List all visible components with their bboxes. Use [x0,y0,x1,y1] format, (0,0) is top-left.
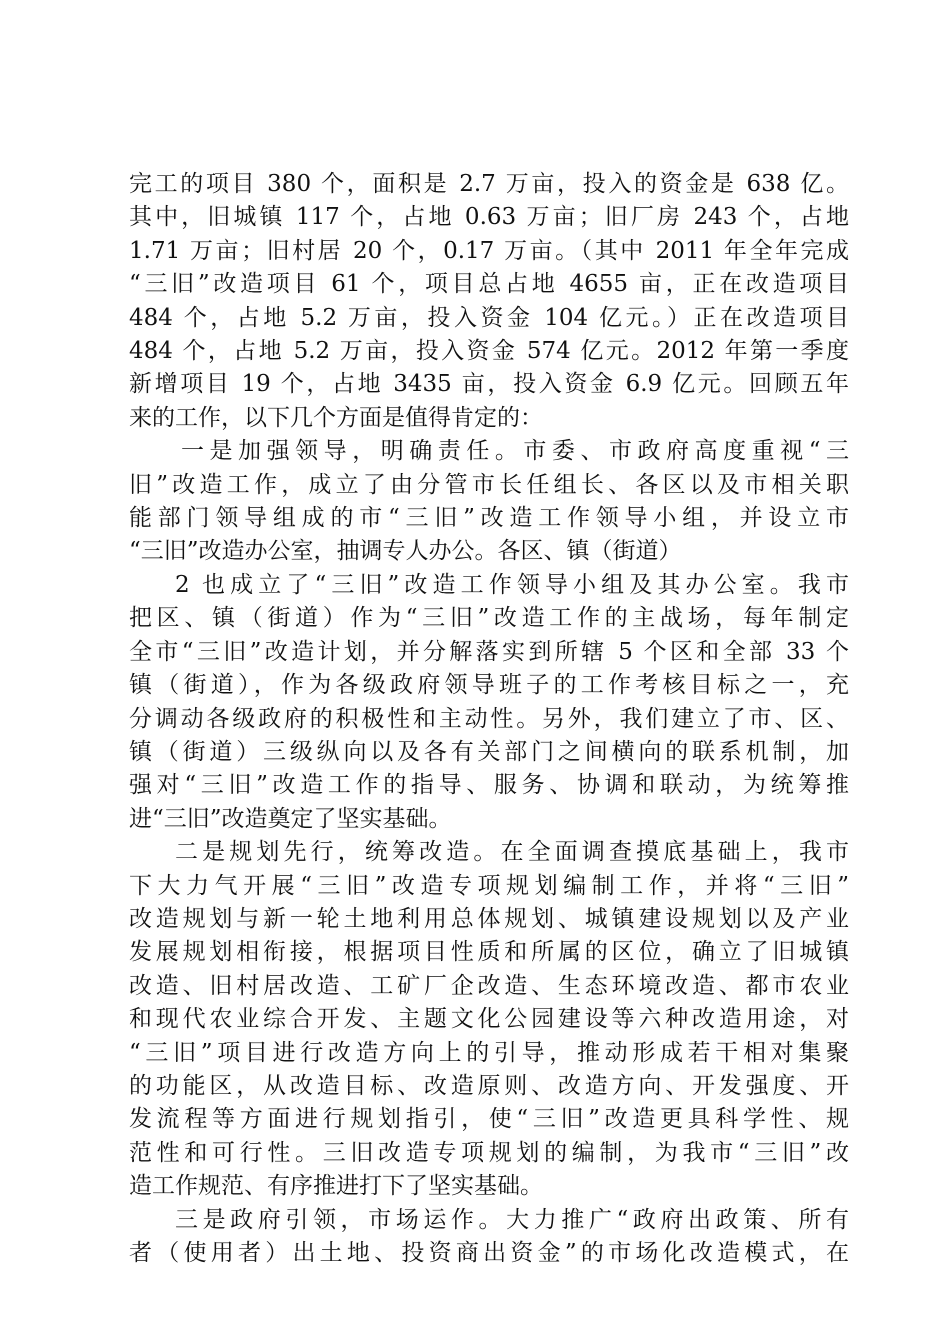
text-line: 镇（街道）三级纵向以及各有关部门之间横向的联系机制，加 [129,738,849,765]
text-line: 能部门领导组成的市“三旧”改造工作领导小组，并设立市 [129,505,849,532]
text-line: “三旧”改造办公室，抽调专人办公。各区、镇（街道） [129,538,682,565]
document-body [129,168,849,1270]
text-line: 改造规划与新一轮土地利用总体规划、城镇建设规划以及产业 [129,905,849,932]
text-line: 新增项目 19 个，占地 3435 亩，投入资金 6.9 亿元。回顾五年 [129,371,849,398]
paragraph-first-line: 二是规划先行，统筹改造。在全面调查摸底基础上，我市 [175,839,849,866]
text-line: 改造、旧村居改造、工矿厂企改造、生态环境改造、都市农业 [129,972,849,999]
text-line: 把区、镇（街道）作为“三旧”改造工作的主战场，每年制定 [129,605,849,632]
text-line: 和现代农业综合开发、主题文化公园建设等六种改造用途，对 [129,1006,849,1033]
text-line: “三旧”项目进行改造方向上的引导，推动形成若干相对集聚 [129,1039,849,1066]
text-line: 发流程等方面进行规划指引，使“三旧”改造更具科学性、规 [129,1106,849,1133]
text-line: 来的工作，以下几个方面是值得肯定的： [129,404,543,431]
text-line: 全市“三旧”改造计划，并分解落实到所辖 5 个区和全部 33 个 [129,638,849,665]
text-line: 其中，旧城镇 117 个，占地 0.63 万亩；旧厂房 243 个，占地 [129,204,849,231]
text-line: 484 个，占地 5.2 万亩，投入资金 574 亿元。2012 年第一季度 [129,338,849,365]
text-line: 分调动各级政府的积极性和主动性。另外，我们建立了市、区、 [129,705,849,732]
paragraph-first-line: 2 也成立了“三旧”改造工作领导小组及其办公室。我市 [175,571,849,598]
text-line: 镇（街道），作为各级政府领导班子的工作考核目标之一，充 [129,672,849,699]
text-line: 进“三旧”改造奠定了坚实基础。 [129,805,452,832]
text-line: “三旧”改造项目 61 个，项目总占地 4655 亩，正在改造项目 [129,271,849,298]
text-line: 的功能区，从改造目标、改造原则、改造方向、开发强度、开 [129,1072,849,1099]
text-line: 旧”改造工作，成立了由分管市长任组长、各区以及市相关职 [129,471,849,498]
paragraph-first-line: 一是加强领导，明确责任。市委、市政府高度重视“三 [181,438,849,465]
text-line: 完工的项目 380 个，面积是 2.7 万亩，投入的资金是 638 亿。 [129,171,849,197]
text-line: 造工作规范、有序推进打下了坚实基础。 [129,1173,543,1200]
text-line: 1.71 万亩；旧村居 20 个，0.17 万亩。（其中 2011 年全年完成 [129,237,849,264]
text-line: 强对“三旧”改造工作的指导、服务、协调和联动，为统筹推 [129,772,849,799]
text-line: 者（使用者）出土地、投资商出资金”的市场化改造模式，在 [129,1240,849,1266]
text-line: 下大力气开展“三旧”改造专项规划编制工作，并将“三旧” [129,872,849,899]
text-line: 484 个，占地 5.2 万亩，投入资金 104 亿元。）正在改造项目 [129,304,849,331]
paragraph-first-line: 三是政府引领，市场运作。大力推广“政府出政策、所有 [175,1206,849,1233]
text-line: 发展规划相衔接，根据项目性质和所属的区位，确立了旧城镇 [129,939,849,966]
text-line: 范性和可行性。三旧改造专项规划的编制，为我市“三旧”改 [129,1139,849,1166]
